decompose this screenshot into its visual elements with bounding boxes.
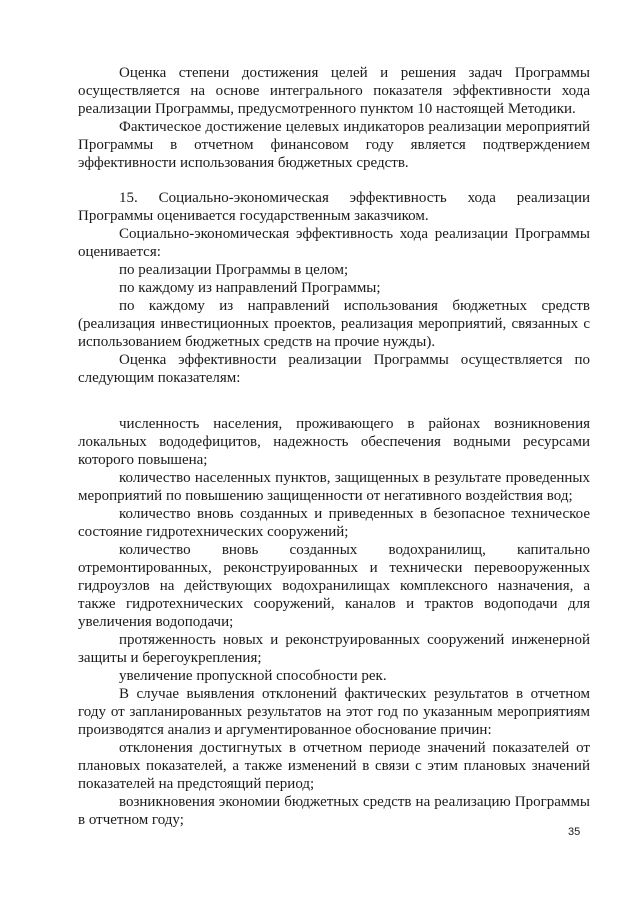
list-item-population: численность населения, проживающего в районах возникновения локальных вододефицитов, надежность обеспечения водными ресурсами которого повышена; bbox=[78, 416, 590, 468]
page-number: 35 bbox=[568, 826, 581, 838]
paragraph-item-15: 15. Социально-экономическая эффективность хода реализации Программы оценивается государственным заказчиком. bbox=[78, 190, 590, 224]
paragraph-indicator-achievement: Фактическое достижение целевых индикаторов реализации мероприятий Программы в отчетном финансовом году является подтверждением эффективности использования бюджетных средств. bbox=[78, 119, 590, 171]
list-item-whole-program: по реализации Программы в целом; bbox=[119, 262, 349, 278]
paragraph-assessed-by: Социально-экономическая эффективность хода реализации Программы оценивается: bbox=[78, 226, 590, 260]
list-item-indicator-deviations: отклонения достигнутых в отчетном периоде значений показателей от плановых показателей, а также изменений в связи с этим плановых значений показателей на предстоящий период; bbox=[78, 740, 590, 792]
list-item-hydro-structures: количество вновь созданных и приведенных в безопасное техническое состояние гидротехнических сооружений; bbox=[78, 506, 590, 540]
page-body bbox=[78, 64, 590, 829]
list-item-river-capacity: увеличение пропускной способности рек. bbox=[119, 668, 387, 684]
list-item-settlements: количество населенных пунктов, защищенных в результате проведенных мероприятий по повышению защищенности от негативного воздействия вод; bbox=[78, 470, 590, 504]
list-item-budget-directions: по каждому из направлений использования бюджетных средств (реализация инвестиционных проектов, реализация мероприятий, связанных с использованием бюджетных средств на прочие нужды). bbox=[78, 298, 590, 350]
paragraph-indicators-intro: Оценка эффективности реализации Программы осуществляется по следующим показателям: bbox=[78, 352, 590, 386]
list-item-reservoirs: количество вновь созданных водохранилищ, капитально отремонтированных, реконструированных и технически перевооруженных гидроузлов на действующих водохранилищах комплексного назначения, а также гидротехнических сооружений, каналов и трактов водоподачи для увеличения водоподачи; bbox=[78, 542, 590, 630]
list-item-budget-savings: возникновения экономии бюджетных средств на реализацию Программы в отчетном году; bbox=[78, 794, 590, 828]
list-item-protection-length: протяженность новых и реконструированных сооружений инженерной защиты и берегоукрепления; bbox=[78, 632, 590, 666]
list-item-each-direction: по каждому из направлений Программы; bbox=[119, 280, 381, 296]
paragraph-deviations: В случае выявления отклонений фактических результатов в отчетном году от запланированных результатов на этот год по указанным мероприятиям производятся анализ и аргументированное обоснование причин: bbox=[78, 686, 590, 738]
paragraph-integral-assessment: Оценка степени достижения целей и решения задач Программы осуществляется на основе интегрального показателя эффективности хода реализации Программы, предусмотренного пунктом 10 настоящей Методики. bbox=[78, 65, 590, 117]
